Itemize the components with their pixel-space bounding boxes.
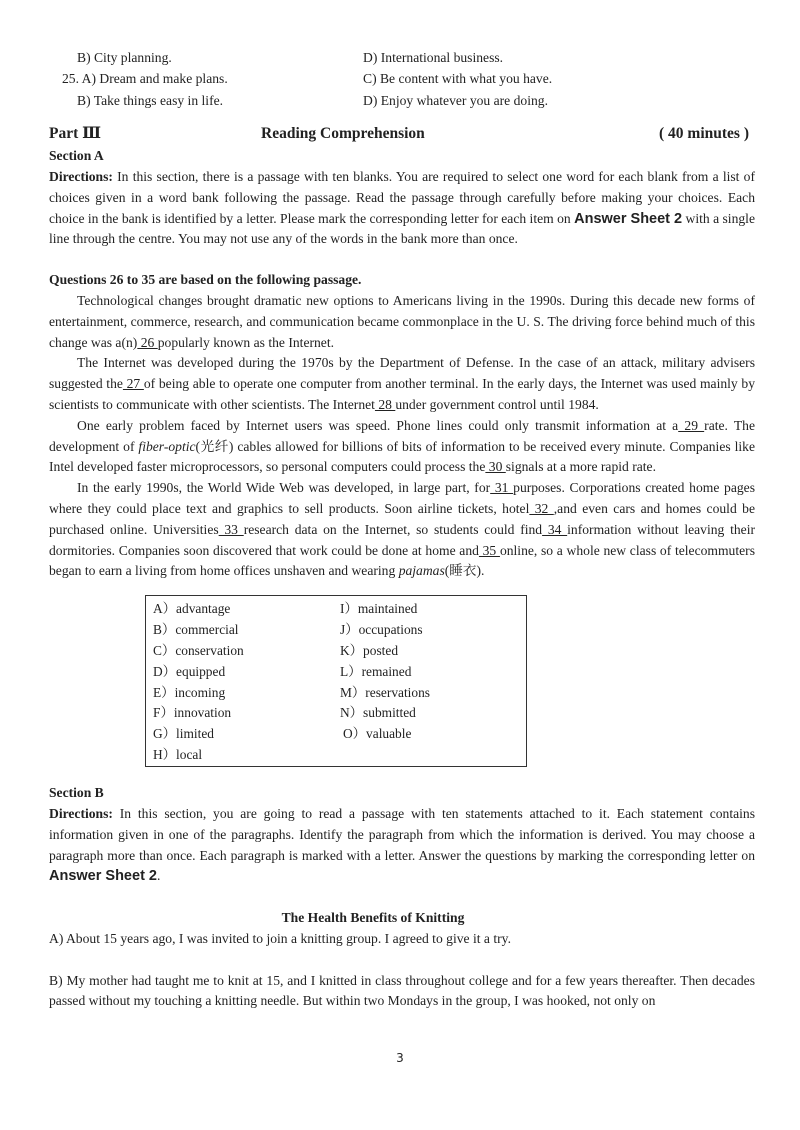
part-title: Reading Comprehension — [261, 125, 425, 143]
pajamas-term: pajamas — [398, 563, 445, 579]
option-q25-b: B) Take things easy in life. — [77, 92, 224, 108]
blank-35: 35 — [478, 542, 500, 558]
word-bank — [145, 595, 527, 767]
q24-options-row — [49, 48, 755, 69]
section-b-directions — [49, 804, 755, 887]
blank-29: 29 — [678, 417, 705, 433]
text-run: The Internet was developed during the 1970s by the Department of Defense. In the case of an attack, military advisers suggested the — [49, 355, 755, 392]
q25-options-row-1 — [49, 69, 755, 90]
blank-27: 27 — [122, 376, 144, 392]
part-header — [49, 124, 755, 146]
questions-heading: Questions 26 to 35 are based on the following passage. — [49, 272, 362, 288]
directions-end: . — [157, 868, 161, 884]
text-run: research data on the Internet, so students could find — [243, 521, 543, 537]
word-bank-item: F）innovation — [153, 705, 232, 721]
word-bank-item: I）maintained — [340, 601, 418, 617]
answer-sheet-label: Answer Sheet 2 — [574, 210, 683, 227]
blank-28: 28 — [374, 396, 396, 412]
section-a-directions — [49, 167, 755, 250]
directions-text: In this section, you are going to read a passage with ten statements attached to it. Each statement contains information given in one of the paragraphs. Identify the paragraph from which the information is derived. You may choose a paragraph more than once. Each paragraph is marked with a letter. Answer the questions by marking the corresponding letter on — [49, 805, 755, 863]
answer-sheet-label: Answer Sheet 2 — [49, 868, 157, 885]
word-bank-item: B）commercial — [153, 622, 239, 638]
directions-end: with a single line through the centre. You may not use any of the words in the bank more than once. — [49, 210, 755, 247]
word-bank-item: L）remained — [340, 664, 412, 680]
blank-33: 33 — [218, 521, 244, 537]
text-run: online, so a whole new class of telecommuters began to earn a living from home offices unshaven and wearing — [49, 542, 755, 579]
text-run: (睡衣). — [444, 563, 485, 579]
text-run: information without leaving their dormitories. Companies soon discovered that work could be done at home and — [49, 521, 755, 558]
fiber-optic-term: fiber-optic — [138, 438, 196, 454]
passage-paragraph-1 — [49, 291, 755, 353]
word-bank-item: H）local — [153, 747, 203, 763]
word-bank-item: K）posted — [340, 643, 399, 659]
knitting-paragraph-b: B) My mother had taught me to knit at 15, and I knitted in class throughout college and for a few years thereafter. Then decades passed without my touching a knitting needle. But within two Mondays in the group, I was hooked, not only on — [49, 972, 755, 1009]
text-run: of being able to operate one computer from another terminal. In the early days, the Internet was used mainly by scientists to communicate with other scientists. The Internet — [49, 376, 755, 412]
word-bank-item: J）occupations — [340, 622, 423, 638]
word-bank-item: M）reservations — [340, 685, 430, 701]
text-run: (光纤) cables allowed for billions of bits of information to be received every minute. Companies like Intel developed faster microprocessors, so personal computers could process the — [49, 438, 755, 475]
blank-34: 34 — [542, 521, 568, 537]
text-run: ,and even cars and homes could be purchased online. Universities — [49, 500, 755, 537]
word-bank-item: E）incoming — [153, 685, 226, 701]
text-run: In the early 1990s, the World Wide Web was developed, in large part, for — [77, 480, 491, 496]
option-q24-d: D) International business. — [363, 50, 504, 65]
text-run: signals at a more rapid rate. — [505, 459, 656, 475]
word-bank-item: A）advantage — [153, 601, 231, 617]
word-bank-item: D）equipped — [153, 664, 226, 680]
text-run: under government control until 1984. — [395, 396, 599, 412]
blank-32: 32 — [529, 500, 554, 516]
passage-paragraph-2 — [49, 353, 755, 415]
directions-text: In this section, there is a passage with ten blanks. You are required to select one word for each blank from a list of choices given in a word bank following the passage. Read the passage through carefully before making your choices. Each choice in the bank is identified by a letter. Please mark the corresponding letter for each item on — [49, 168, 755, 226]
text-run: popularly known as the Internet. — [157, 334, 335, 350]
passage-title: The Health Benefits of Knitting — [281, 910, 465, 926]
text-run: rate. The development of — [49, 417, 756, 454]
option-q25-d: D) Enjoy whatever you are doing. — [363, 92, 548, 108]
text-run: purposes. Corporations created home pages where they could place text and graphics to sell products. Soon airline tickets, hotel — [49, 480, 755, 516]
part-label: Part Ⅲ — [49, 125, 102, 143]
text-run: Technological changes brought dramatic new options to Americans living in the 1990s. During this decade new forms of entertainment, commerce, research, and communication became commonplace in the U. S. The driving force behind much of this change was a(n) — [49, 292, 755, 350]
option-q24-b: B) City planning. — [77, 50, 172, 65]
option-q25-a: 25. A) Dream and make plans. — [62, 71, 228, 87]
passage-paragraph-3 — [49, 416, 755, 478]
option-q25-c: C) Be content with what you have. — [363, 71, 553, 87]
word-bank-item: O）valuable — [343, 726, 412, 742]
word-bank-item: C）conservation — [153, 643, 244, 659]
directions-label: Directions: — [49, 805, 113, 821]
page-content — [49, 48, 755, 1012]
blank-26: 26 — [137, 334, 158, 350]
blank-30: 30 — [485, 459, 506, 475]
section-a-heading: Section A — [49, 148, 104, 164]
blank-31: 31 — [490, 480, 514, 496]
word-bank-item: N）submitted — [340, 705, 416, 721]
passage-paragraph-4 — [49, 478, 755, 582]
directions-label: Directions: — [49, 168, 113, 184]
knitting-paragraph-a: A) About 15 years ago, I was invited to join a knitting group. I agreed to give it a try. — [49, 930, 511, 946]
section-b-heading: Section B — [49, 785, 104, 801]
part-time: ( 40 minutes ) — [659, 125, 749, 143]
page-number: 3 — [396, 1051, 404, 1065]
q25-options-row-2 — [49, 91, 755, 112]
text-run: One early problem faced by Internet users was speed. Phone lines could only transmit information at a — [77, 417, 679, 433]
word-bank-item: G）limited — [153, 726, 214, 742]
